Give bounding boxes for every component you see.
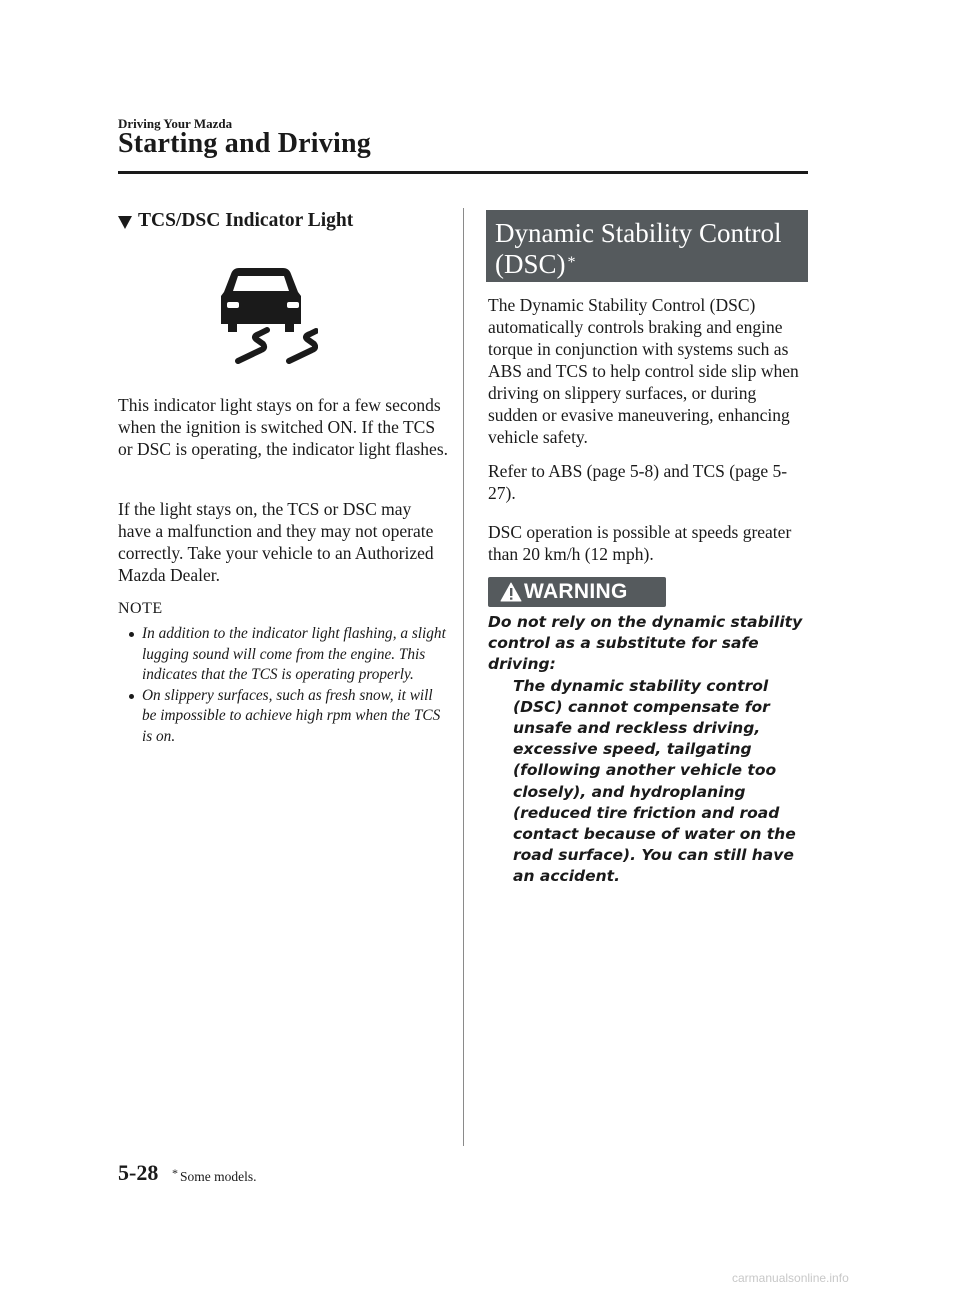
dsc-speed-paragraph: DSC operation is possible at speeds greater than 20 km/h (12 mph).	[488, 522, 792, 564]
dsc-reference-paragraph: Refer to ABS (page 5-8) and TCS (page 5-27).	[488, 461, 788, 503]
watermark: carmanualsonline.info	[732, 1271, 849, 1285]
banner-title-text: Dynamic Stability Control (DSC)	[495, 218, 782, 279]
footer-asterisk: *	[172, 1166, 178, 1180]
page-title: Starting and Driving	[118, 128, 371, 159]
section-heading-text: TCS/DSC Indicator Light	[138, 210, 354, 231]
note-item: On slippery surfaces, such as fresh snow, it will be impossible to achieve high rpm when the TCS is on.	[130, 686, 448, 748]
footer-note	[172, 1166, 257, 1185]
footer-note-text: Some models.	[180, 1169, 257, 1184]
warning-body	[488, 612, 810, 888]
header-rule	[118, 171, 808, 174]
warning-triangle-icon	[500, 582, 522, 602]
header-section-label: Driving Your Mazda	[118, 116, 233, 131]
some-models-asterisk: *	[567, 254, 576, 271]
tcs-dsc-section-heading	[118, 210, 443, 232]
warning-detail: The dynamic stability control (DSC) cannot compensate for unsafe and reckless driving, excessive speed, tailgating (following another vehicle too closely), and hydroplaning (reduced tire friction and road contact because of water on the road surface). You can still have an accident.	[513, 676, 796, 886]
dsc-section-banner	[486, 210, 808, 282]
malfunction-paragraph: If the light stays on, the TCS or DSC may have a malfunction and they may not operate correctly. Take your vehicle to an Authorized Mazda Dealer.	[118, 499, 434, 585]
indicator-light-paragraph: This indicator light stays on for a few seconds when the ignition is switched ON. If the TCS or DSC is operating, the indicator light flashes.	[118, 395, 449, 459]
triangle-bullet-icon	[118, 216, 132, 229]
dsc-description-paragraph: The Dynamic Stability Control (DSC) automatically controls braking and engine torque in conjunction with systems such as ABS and TCS to help control side slip when driving on slippery surfaces, or during sudden or evasive maneuvering, enhancing vehicle safety.	[488, 295, 799, 447]
page-number: 5-28	[118, 1160, 159, 1185]
note-item: In addition to the indicator light flashing, a slight lugging sound will come from the engine. This indicates that the TCS is operating properly.	[130, 624, 448, 686]
warning-lead: Do not rely on the dynamic stability control as a substitute for safe driving:	[488, 613, 803, 674]
tcs-dsc-indicator-icon	[118, 262, 318, 372]
note-label: NOTE	[118, 600, 163, 617]
banner-title	[495, 218, 805, 279]
column-divider	[463, 208, 464, 1146]
warning-badge	[488, 577, 666, 607]
warning-label: WARNING	[524, 580, 628, 603]
note-list	[130, 624, 448, 747]
